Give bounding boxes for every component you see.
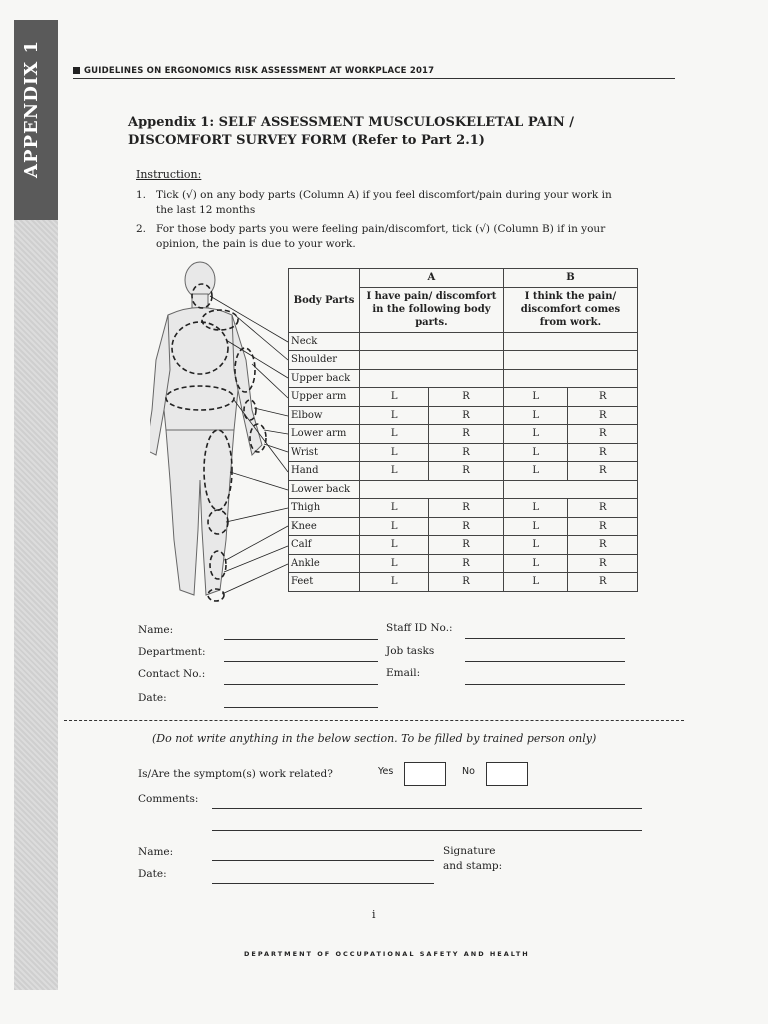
signature-label-line-2: and stamp: (443, 860, 503, 872)
tick-cell-a[interactable] (360, 480, 504, 499)
left-cell-a[interactable]: L (360, 536, 429, 555)
instruction-text: For those body parts you were feeling pain/discomfort, tick (√) (Column B) if in your (156, 223, 606, 235)
table-row (289, 573, 638, 592)
name-label: Name: (138, 624, 174, 636)
left-cell-a[interactable]: L (360, 425, 429, 444)
comments-field-line-2[interactable] (212, 830, 642, 831)
instruction-text: Tick (√) on any body parts (Column A) if you feel discomfort/pain during your work in (156, 189, 612, 201)
right-cell-a[interactable]: R (429, 443, 504, 462)
right-cell-b[interactable]: R (568, 443, 638, 462)
right-cell-b[interactable]: R (568, 425, 638, 444)
right-cell-a[interactable]: R (429, 554, 504, 573)
right-cell-a[interactable]: R (429, 425, 504, 444)
left-cell-a[interactable]: L (360, 443, 429, 462)
comments-label: Comments: (138, 793, 199, 805)
left-cell-a[interactable]: L (360, 462, 429, 481)
department-label: Department: (138, 646, 206, 658)
signature-label-line-1: Signature (443, 845, 496, 857)
body-parts-header: Body Parts (289, 269, 360, 333)
instruction-item-1 (136, 188, 640, 218)
appendix-label: APPENDIX 1 (21, 40, 42, 178)
instruction-text: opinion, the pain is due to your work. (156, 238, 356, 250)
body-part-label: Wrist (289, 443, 360, 462)
left-cell-b[interactable]: L (503, 554, 568, 573)
document-header (73, 66, 434, 76)
right-cell-a[interactable]: R (429, 536, 504, 555)
header-rule (73, 78, 675, 79)
assessor-date-label: Date: (138, 868, 167, 880)
body-part-label: Hand (289, 462, 360, 481)
staff-id-field[interactable] (465, 638, 625, 639)
comments-field-line-1[interactable] (212, 808, 642, 809)
table-row (289, 462, 638, 481)
table-row (289, 332, 638, 351)
body-part-label: Lower arm (289, 425, 360, 444)
left-cell-b[interactable]: L (503, 443, 568, 462)
left-cell-a[interactable]: L (360, 499, 429, 518)
tick-cell-a[interactable] (360, 369, 504, 388)
right-cell-a[interactable]: R (429, 499, 504, 518)
column-a-description: I have pain/ discomfort in the following body parts. (360, 287, 504, 332)
left-cell-b[interactable]: L (503, 388, 568, 407)
body-part-label: Upper back (289, 369, 360, 388)
tick-cell-b[interactable] (503, 369, 637, 388)
header-square-icon (73, 67, 80, 74)
body-part-label: Upper arm (289, 388, 360, 407)
email-field[interactable] (465, 684, 625, 685)
right-cell-b[interactable]: R (568, 406, 638, 425)
right-cell-b[interactable]: R (568, 573, 638, 592)
page-number: i (372, 908, 376, 921)
right-cell-b[interactable]: R (568, 388, 638, 407)
assessor-name-field[interactable] (212, 860, 434, 861)
table-row (289, 517, 638, 536)
table-row (289, 554, 638, 573)
body-part-label: Elbow (289, 406, 360, 425)
date-field[interactable] (224, 707, 378, 708)
right-cell-b[interactable]: R (568, 499, 638, 518)
tick-cell-b[interactable] (503, 332, 637, 351)
right-cell-a[interactable]: R (429, 388, 504, 407)
job-tasks-field[interactable] (465, 661, 625, 662)
left-cell-a[interactable]: L (360, 406, 429, 425)
left-cell-a[interactable]: L (360, 517, 429, 536)
table-row (289, 443, 638, 462)
header-text: GUIDELINES ON ERGONOMICS RISK ASSESSMENT AT WORKPLACE 2017 (84, 66, 435, 76)
column-a-header: A (360, 269, 504, 288)
contact-label: Contact No.: (138, 668, 206, 680)
instruction-number: 1. (136, 189, 147, 201)
date-label: Date: (138, 692, 167, 704)
tick-cell-a[interactable] (360, 351, 504, 370)
title-line-2: DISCOMFORT SURVEY FORM (Refer to Part 2.1) (128, 133, 485, 148)
instruction-item-2 (136, 222, 640, 252)
body-part-label: Knee (289, 517, 360, 536)
left-cell-b[interactable]: L (503, 406, 568, 425)
table-row (289, 388, 638, 407)
right-cell-b[interactable]: R (568, 536, 638, 555)
yes-label: Yes (378, 766, 394, 777)
section-divider (64, 720, 684, 721)
right-cell-a[interactable]: R (429, 517, 504, 536)
table-row (289, 480, 638, 499)
symptom-question: Is/Are the symptom(s) work related? (138, 768, 333, 780)
instruction-text: the last 12 months (156, 204, 256, 216)
instruction-heading: Instruction: (136, 168, 202, 181)
table-row (289, 406, 638, 425)
table-row (289, 425, 638, 444)
contact-field[interactable] (224, 684, 378, 685)
left-cell-b[interactable]: L (503, 573, 568, 592)
table-row (289, 351, 638, 370)
side-margin-shade (14, 220, 58, 990)
right-cell-b[interactable]: R (568, 554, 638, 573)
left-cell-a[interactable]: L (360, 388, 429, 407)
no-checkbox[interactable] (486, 762, 528, 786)
email-label: Email: (386, 667, 421, 679)
column-b-header: B (503, 269, 637, 288)
instruction-number: 2. (136, 223, 147, 235)
table-row (289, 369, 638, 388)
right-cell-a[interactable]: R (429, 462, 504, 481)
table-row (289, 536, 638, 555)
no-label: No (462, 766, 475, 777)
survey-table (288, 268, 638, 592)
trained-person-note: (Do not write anything in the below section. To be filled by trained person only) (152, 732, 597, 745)
department-field[interactable] (224, 661, 378, 662)
page-title (128, 114, 574, 150)
body-part-label: Lower back (289, 480, 360, 499)
job-tasks-label: Job tasks (386, 645, 435, 657)
body-figure-illustration (150, 260, 290, 610)
tick-cell-b[interactable] (503, 480, 637, 499)
left-cell-b[interactable]: L (503, 536, 568, 555)
assessor-name-label: Name: (138, 846, 174, 858)
right-cell-a[interactable]: R (429, 406, 504, 425)
table-row (289, 499, 638, 518)
right-cell-b[interactable]: R (568, 462, 638, 481)
left-cell-a[interactable]: L (360, 554, 429, 573)
title-line-1: Appendix 1: SELF ASSESSMENT MUSCULOSKELETAL PAIN / (128, 115, 574, 130)
body-part-label: Calf (289, 536, 360, 555)
column-b-description: I think the pain/ discomfort comes from work. (503, 287, 637, 332)
left-cell-b[interactable]: L (503, 462, 568, 481)
body-part-label: Feet (289, 573, 360, 592)
tick-cell-a[interactable] (360, 332, 504, 351)
signature-label (443, 844, 502, 874)
footer-department: DEPARTMENT OF OCCUPATIONAL SAFETY AND HEALTH (244, 950, 530, 958)
left-cell-b[interactable]: L (503, 499, 568, 518)
left-cell-b[interactable]: L (503, 425, 568, 444)
yes-checkbox[interactable] (404, 762, 446, 786)
body-part-label: Shoulder (289, 351, 360, 370)
right-cell-b[interactable]: R (568, 517, 638, 536)
body-part-label: Thigh (289, 499, 360, 518)
left-cell-b[interactable]: L (503, 517, 568, 536)
body-part-label: Ankle (289, 554, 360, 573)
tick-cell-b[interactable] (503, 351, 637, 370)
body-part-label: Neck (289, 332, 360, 351)
name-field[interactable] (224, 639, 378, 640)
assessor-date-field[interactable] (212, 883, 434, 884)
staff-id-label: Staff ID No.: (386, 622, 453, 634)
left-cell-a[interactable]: L (360, 573, 429, 592)
right-cell-a[interactable]: R (429, 573, 504, 592)
